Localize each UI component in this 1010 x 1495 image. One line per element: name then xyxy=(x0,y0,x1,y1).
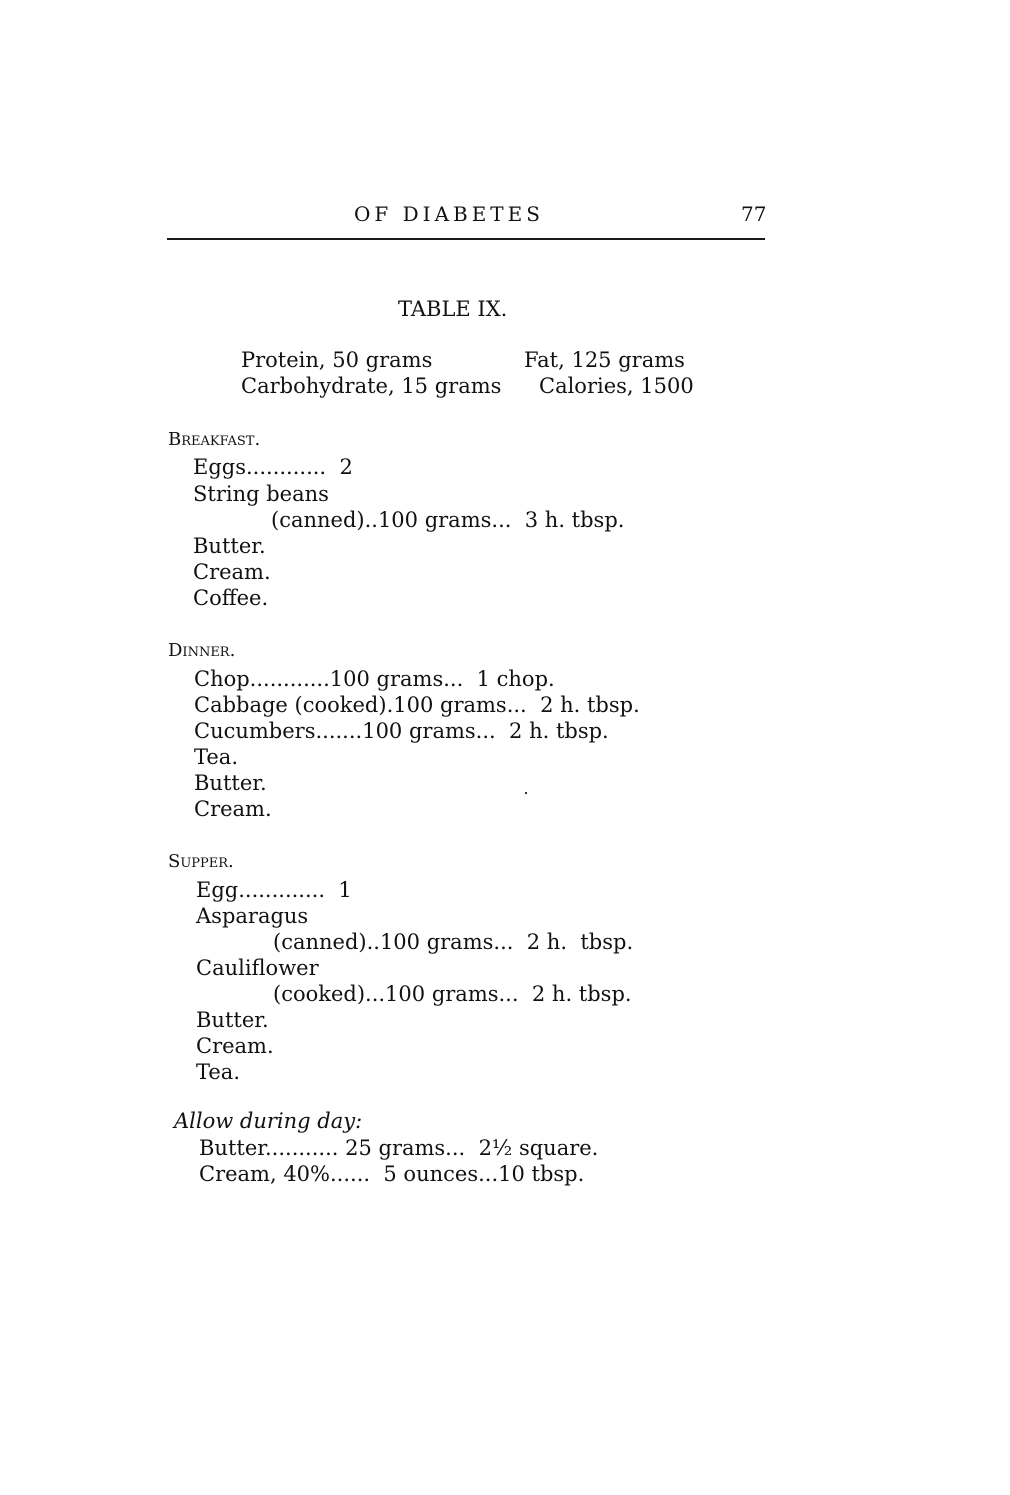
running-header: OF DIABETES xyxy=(354,202,544,226)
breakfast-item-butter: Butter. xyxy=(193,534,266,558)
supper-item-egg: Egg............. 1 xyxy=(196,878,352,902)
protein-value: Protein, 50 grams xyxy=(241,348,433,372)
supper-item-tea: Tea. xyxy=(196,1060,240,1084)
supper-item-asparagus-detail: (canned)..100 grams... 2 h. tbsp. xyxy=(273,930,634,954)
dinner-item-cucumbers: Cucumbers.......100 grams... 2 h. tbsp. xyxy=(194,719,609,743)
fat-value: Fat, 125 grams xyxy=(524,348,685,372)
breakfast-heading: Breakfast. xyxy=(168,429,261,450)
breakfast-item-string-beans: String beans xyxy=(193,482,329,506)
breakfast-item-cream: Cream. xyxy=(193,560,271,584)
header-rule xyxy=(167,238,765,240)
table-title: TABLE IX. xyxy=(398,297,508,321)
dinner-item-tea: Tea. xyxy=(194,745,238,769)
calories-value: Calories, 1500 xyxy=(539,374,694,398)
carbohydrate-value: Carbohydrate, 15 grams xyxy=(241,374,502,398)
allow-item-cream: Cream, 40%...... 5 ounces...10 tbsp. xyxy=(199,1162,585,1186)
dinner-heading: Dinner. xyxy=(168,640,236,661)
supper-heading: Supper. xyxy=(168,851,234,872)
dinner-item-cabbage: Cabbage (cooked).100 grams... 2 h. tbsp. xyxy=(194,693,640,717)
supper-item-butter: Butter. xyxy=(196,1008,269,1032)
dinner-item-butter: Butter. xyxy=(194,771,267,795)
supper-item-cauliflower-detail: (cooked)...100 grams... 2 h. tbsp. xyxy=(273,982,632,1006)
supper-item-cauliflower: Cauliflower xyxy=(196,956,319,980)
dinner-item-cream: Cream. xyxy=(194,797,272,821)
breakfast-item-string-beans-detail: (canned)..100 grams... 3 h. tbsp. xyxy=(271,508,625,532)
print-speck xyxy=(525,792,527,794)
page-number: 77 xyxy=(741,202,767,226)
breakfast-item-eggs: Eggs............ 2 xyxy=(193,455,353,479)
dinner-item-chop: Chop............100 grams... 1 chop. xyxy=(194,667,555,691)
supper-item-cream: Cream. xyxy=(196,1034,274,1058)
breakfast-item-coffee: Coffee. xyxy=(193,586,269,610)
allow-heading: Allow during day: xyxy=(174,1109,363,1133)
supper-item-asparagus: Asparagus xyxy=(196,904,309,928)
allow-item-butter: Butter........... 25 grams... 2½ square. xyxy=(199,1136,599,1160)
